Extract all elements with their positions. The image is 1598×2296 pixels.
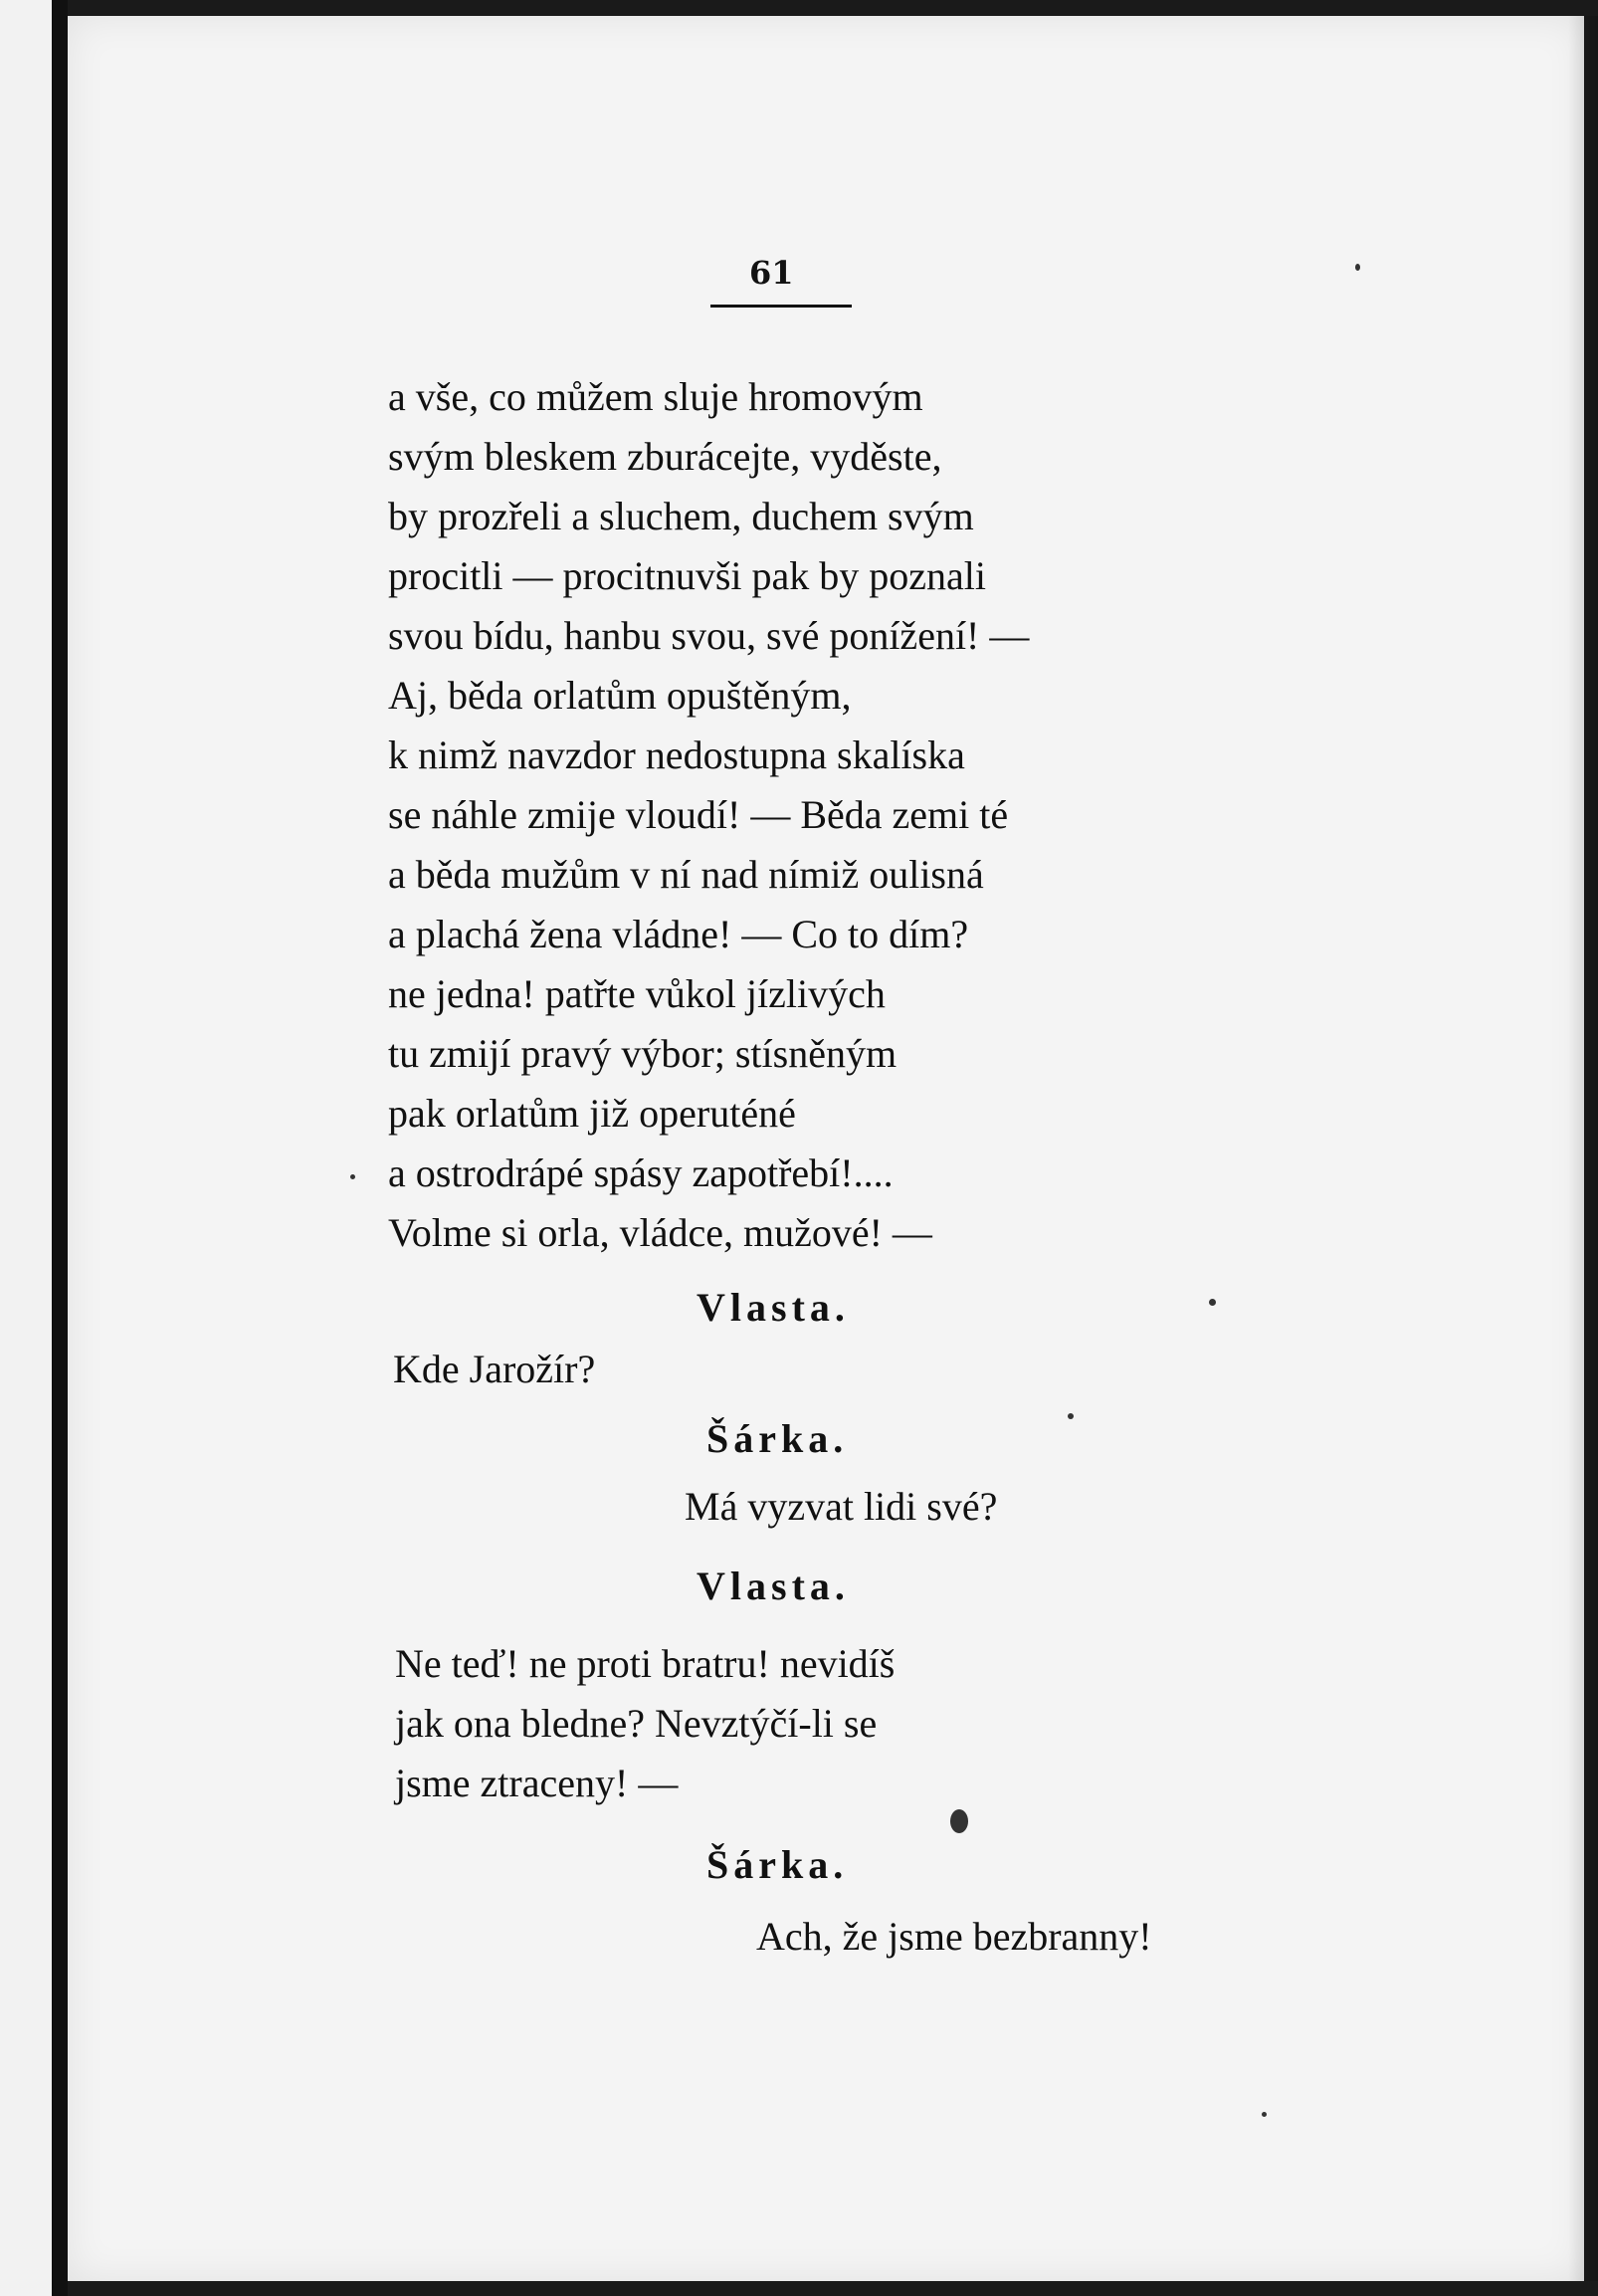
verse-line: procitli — procitnuvši pak by poznali — [388, 553, 986, 598]
scan-speck — [1355, 264, 1360, 271]
page-number: 61 — [749, 254, 794, 292]
speaker-name: Vlasta. — [697, 1285, 850, 1330]
facing-page-edge — [0, 0, 58, 2296]
scan-speck — [1068, 1413, 1074, 1419]
speaker-name: Šárka. — [706, 1842, 849, 1887]
scan-speck — [1209, 1299, 1216, 1306]
dialogue-line: jsme ztraceny! — — [395, 1761, 679, 1805]
dialogue-line: Ne teď! ne proti bratru! nevidíš — [395, 1641, 896, 1686]
page-number-rule — [710, 305, 852, 308]
verse-line: k nimž navzdor nedostupna skalíska — [388, 732, 965, 777]
dialogue-line: Kde Jarožír? — [393, 1347, 596, 1391]
verse-line: ne jedna! patřte vůkol jízlivých — [388, 971, 886, 1016]
verse-line: svou bídu, hanbu svou, své ponížení! — — [388, 613, 1030, 658]
scan-speck — [350, 1174, 355, 1179]
dialogue-line: jak ona bledne? Nevztýčí-li se — [395, 1701, 878, 1746]
verse-line: a vše, co můžem sluje hromovým — [388, 374, 923, 419]
scan-speck — [1262, 2112, 1267, 2117]
verse-line: se náhle zmije vloudí! — Běda zemi té — [388, 792, 1009, 837]
verse-line: Aj, běda orlatům opuštěným, — [388, 673, 852, 718]
verse-line: tu zmijí pravý výbor; stísněným — [388, 1031, 898, 1076]
verse-line: by prozřeli a sluchem, duchem svým — [388, 494, 974, 538]
speaker-name: Šárka. — [706, 1416, 849, 1461]
dialogue-line: Má vyzvat lidi své? — [685, 1484, 998, 1529]
verse-line: Volme si orla, vládce, mužové! — — [388, 1210, 932, 1255]
speaker-name: Vlasta. — [697, 1564, 850, 1608]
scan-speck — [950, 1809, 968, 1833]
book-spine — [52, 0, 68, 2296]
verse-line: a plachá žena vládne! — Co to dím? — [388, 912, 969, 956]
verse-line: a běda mužům v ní nad nímiž oulisná — [388, 852, 984, 897]
page-edge-shadow — [1568, 16, 1598, 2281]
verse-line: pak orlatům již operuténé — [388, 1091, 796, 1136]
verse-line: a ostrodrápé spásy zapotřebí!.... — [388, 1150, 894, 1195]
verse-line: svým bleskem zburácejte, vyděste, — [388, 434, 942, 479]
dialogue-line: Ach, že jsme bezbranny! — [756, 1914, 1152, 1959]
